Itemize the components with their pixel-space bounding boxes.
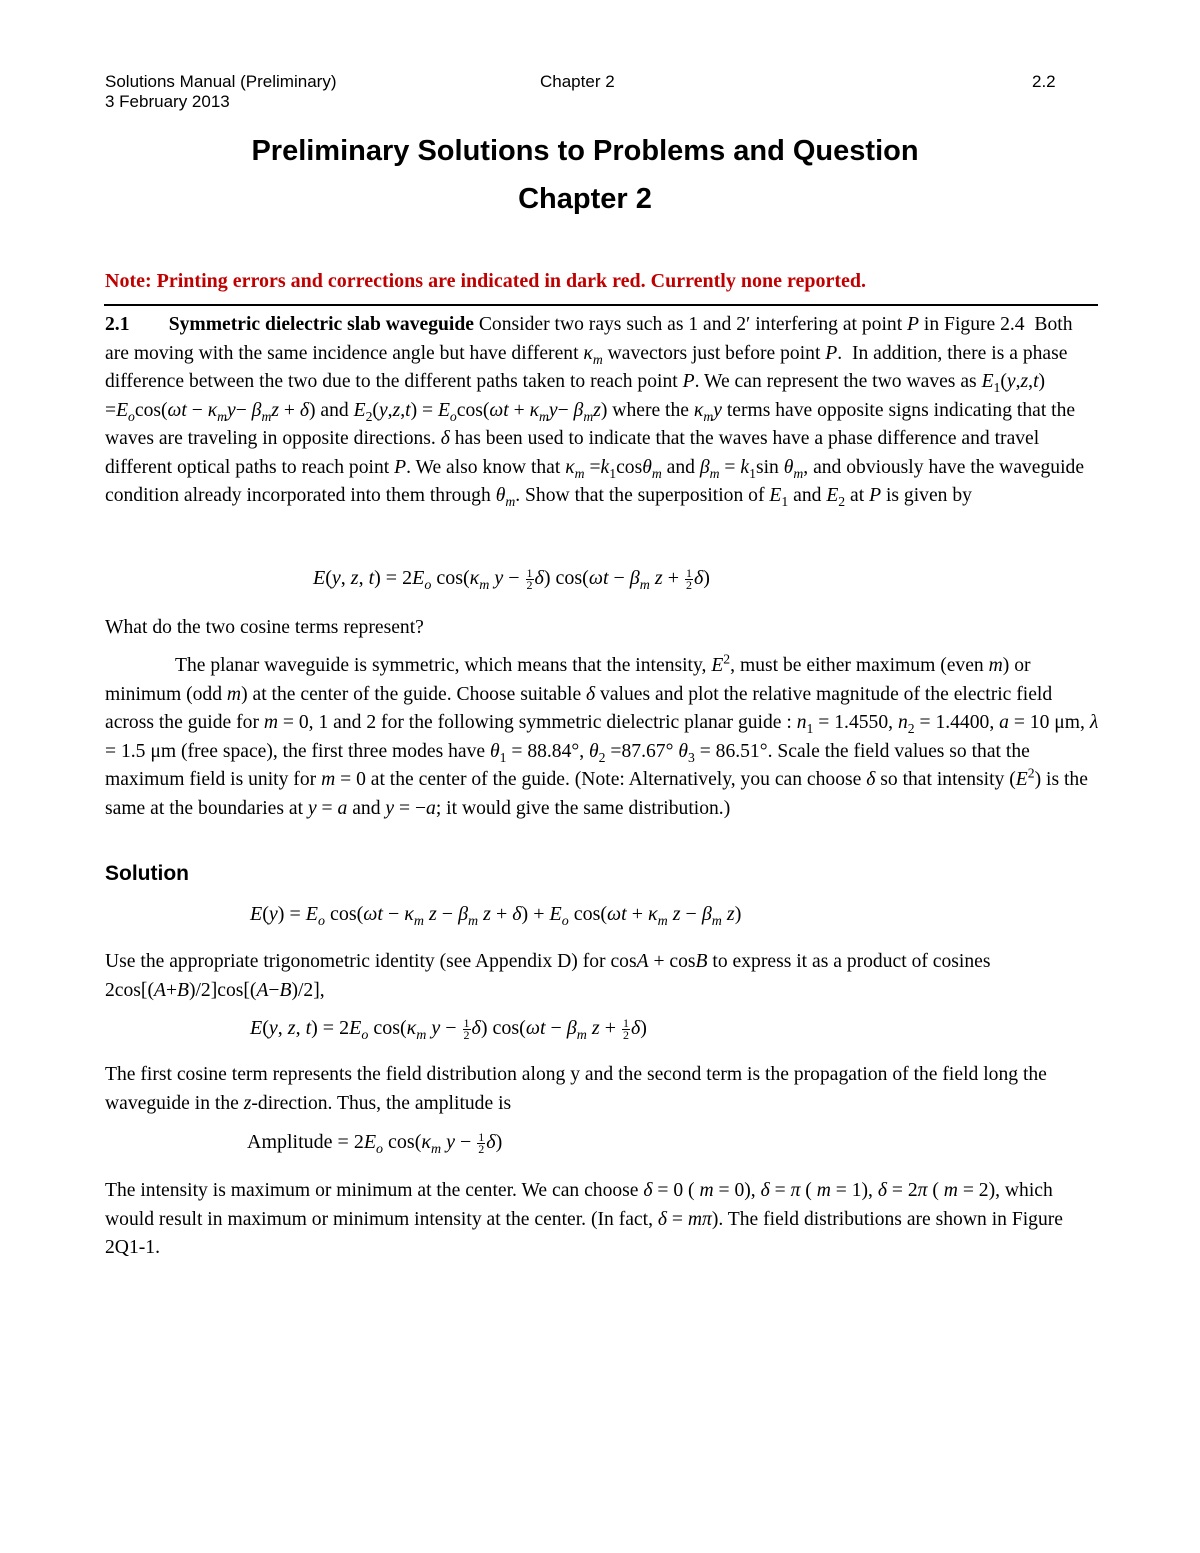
solution-heading: Solution: [105, 862, 189, 885]
header-left: [105, 72, 336, 112]
header-manual-title: Solutions Manual (Preliminary): [105, 72, 337, 91]
fraction-half: $\frac{1}{2}$: [622, 1015, 629, 1042]
equation-product: E(y, z, $t) = 2E_o$ $\cos(\kappa_m$ y − $\frac{1}{2}$ δ) $\cos(\omega t - \beta_m$ z + $\frac{1}{2}$ δ): [250, 1015, 647, 1043]
header-page-number: 2.2: [1032, 72, 1056, 91]
header-date: 3 February 2013: [105, 92, 230, 111]
fraction-half: $\frac{1}{2}$: [463, 1015, 470, 1042]
equation-amplitude: Amplitude = $2E_o$ $\cos(\kappa_m$ y − $\frac{1}{2}$ δ): [247, 1129, 503, 1157]
amplitude-label: Amplitude: [247, 1131, 333, 1153]
problem-statement: [105, 311, 1100, 511]
solution-paragraph-1: Use the appropriate trigonometric identity (see Appendix D) for cosA + cosB to express it as a product of cosines 2cos[(A+B)/2]cos[(A−B)/2],: [105, 951, 991, 1001]
header-chapter: Chapter 2: [540, 72, 615, 91]
fraction-half: $\frac{1}{2}$: [685, 565, 692, 592]
page-subtitle: Chapter 2: [518, 183, 652, 215]
problem-heading: Symmetric dielectric slab waveguide: [168, 314, 474, 335]
equation-superposition: E(y, z, $t) = 2E_o$ $\cos(\kappa_m$ y − $\frac{1}{2}$ δ) $\cos(\omega t - \beta_m$ z + $\frac{1}{2}$ δ): [313, 565, 710, 593]
fraction-half: $\frac{1}{2}$: [478, 1129, 485, 1156]
problem-paragraph-2: The planar waveguide is symmetric, which means that the intensity, $E^2$, must be either maximum (even m) or minimum (odd m) at the center of the guide. Choose suitable δ values and plot the relative magnitude of the electric field across the guide for m = 0, 1 and 2 for the following symmetric dielectric planar guide : $n_1 = 1.4550$, $n_2 = 1.4400$, a = 10 μm, λ = 1.5 μm (free space), the first three modes have $\theta_1 = 88.84^\circ$, $\theta_2 =87.67^\circ$ $\theta_3 = 86.51^\circ$. Scale the field values so that the maximum field is unity for m = 0 at the center of the guide. (Note: Alternatively, you can choose δ so that intensity $(E^2)$ is the same at the boundaries at y = a and y = −a; it would give the same distribution.): [105, 651, 1099, 819]
equation-sum: $E(y) = E_o$ $\cos(\omega t - \kappa_m$ $z - \beta_m$ $z + \delta) + E_o$ $\cos(\omega t + \kappa_m$ $z - \beta_m$ z): [250, 903, 742, 929]
solution-paragraph-2: The first cosine term represents the field distribution along y and the second term is the propagation of the field long the waveguide in the z-direction. Thus, the amplitude is: [105, 1064, 1047, 1114]
solution-paragraph-3: The intensity is maximum or minimum at the center. We can choose δ = 0 ( m = 0), δ = π ( m = 1), δ = 2π ( m = 2), which would result in maximum or minimum intensity at the center. (In fact, δ = mπ). The field distributions are shown in Figure 2Q1-1.: [105, 1180, 1063, 1258]
problem-number: 2.1: [105, 314, 130, 335]
errata-note: Note: Printing errors and corrections are indicated in dark red. Currently none reported.: [105, 270, 867, 292]
problem-paragraph: 2.1 Symmetric dielectric slab waveguide Consider two rays such as 1 and 2′ interfering at point P in Figure 2.4 Both are moving with the same incidence angle but have different $\kappa_m$ wavectors just before point P. In addition, there is a phase difference between the two due to the different paths taken to reach point P. We can represent the two waves as $E_1(y,z,t) =E_o\cos(\omega t - \kappa_my- \beta_mz + \delta)$ and $E_2(y,z,t) = E_o\cos(\omega t + \kappa_my- \beta_mz)$ where the $\kappa_my$ terms have opposite signs indicating that the waves are traveling in opposite directions. δ has been used to indicate that the waves have a phase difference and travel different optical paths to reach point P. We also know that $\kappa_m =k_1\cos\theta_m$ and $\beta_m = k_1\sin$ $\theta_m$, and obviously have the waveguide condition already incorporated into them through $\theta_m$. Show that the superposition of $E_1$ and $E_2$ at P is given by: [105, 314, 1085, 509]
page-title: Preliminary Solutions to Problems and Question: [251, 135, 919, 167]
divider: [104, 304, 1098, 306]
fraction-half: $\frac{1}{2}$: [526, 565, 533, 592]
question-line: What do the two cosine terms represent?: [105, 617, 424, 638]
